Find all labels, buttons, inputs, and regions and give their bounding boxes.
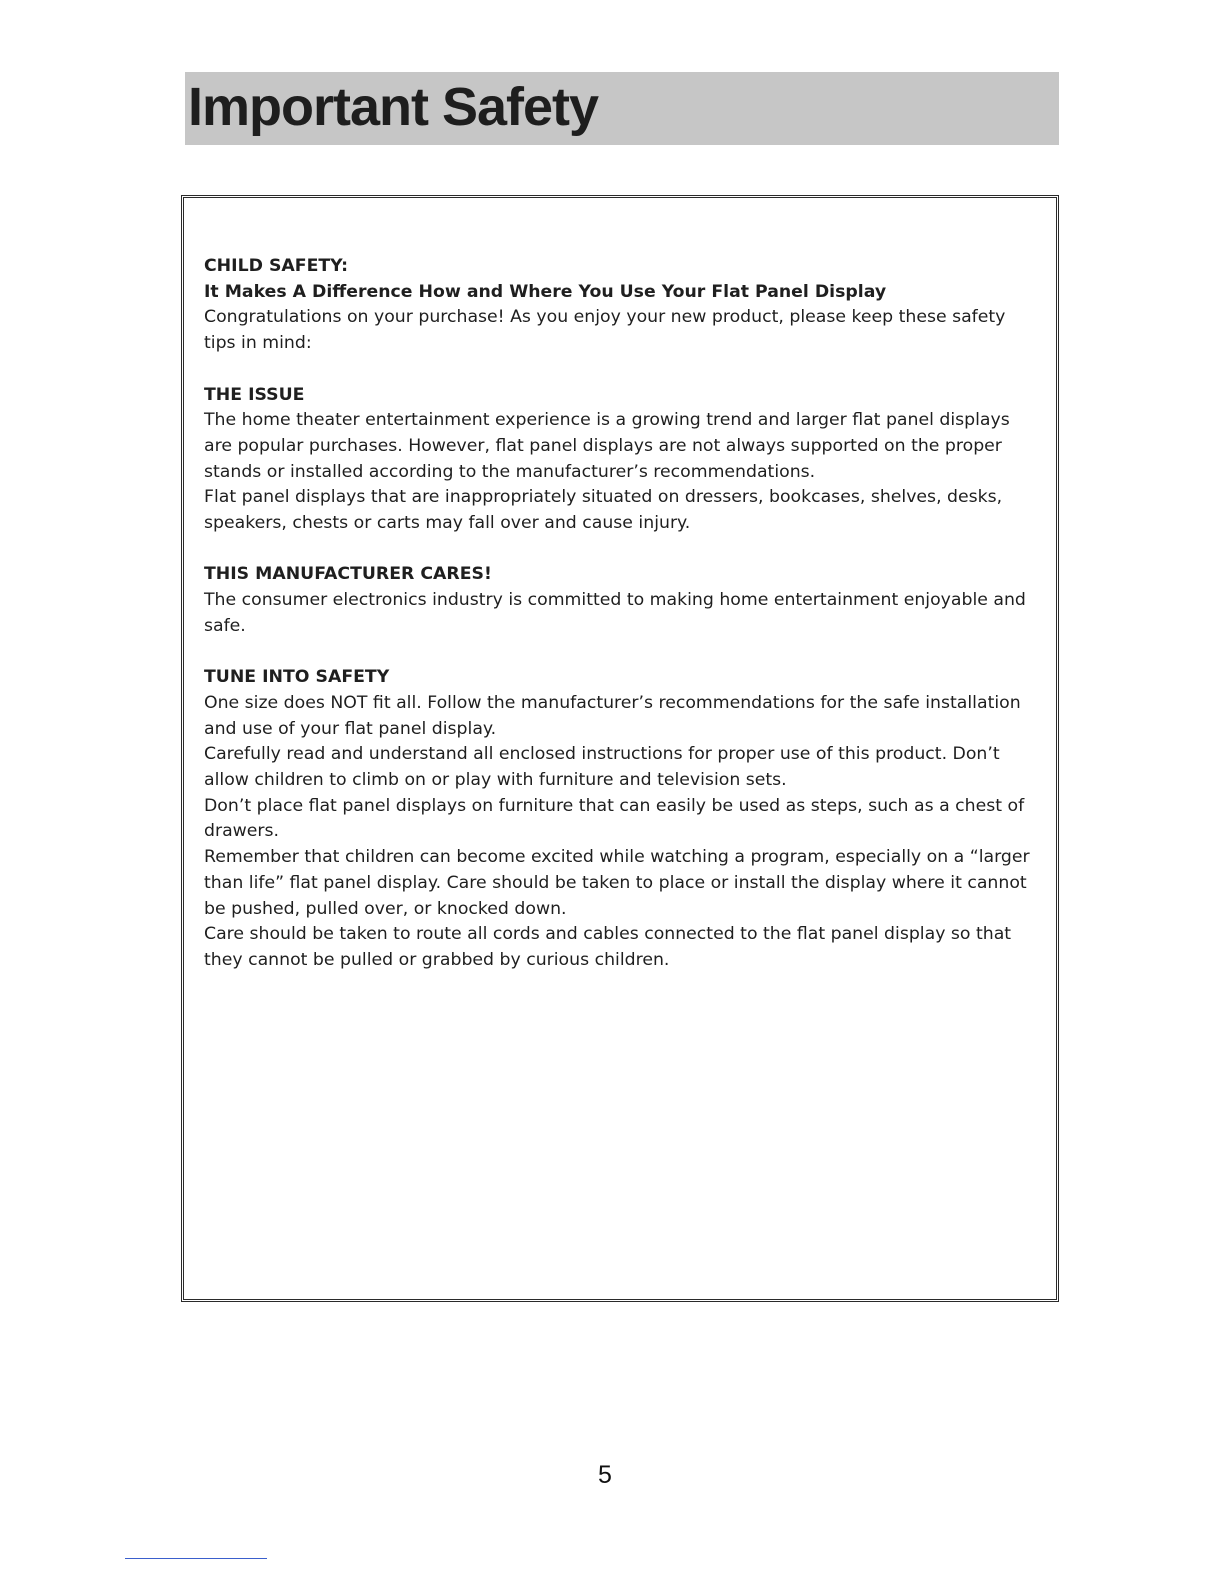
page-number: 5 bbox=[598, 1461, 612, 1489]
paragraph: The consumer electronics industry is committed to making home entertainment enjoyable and safe. bbox=[204, 590, 1026, 636]
safety-content-box bbox=[181, 195, 1059, 1302]
section-child-safety bbox=[204, 254, 1032, 357]
paragraph: One size does NOT fit all. Follow the manufacturer’s recommendations for the safe installation and use of your flat panel display. bbox=[204, 692, 1021, 739]
paragraph: The home theater entertainment experience is a growing trend and larger flat panel displays are popular purchases. However, flat panel displays are not always supported on the proper stands or installed according to the manufacturer’s recommendations. bbox=[204, 410, 1010, 482]
paragraph: Carefully read and understand all enclosed instructions for proper use of this product. Don’t allow children to climb on or play with furniture and television sets. bbox=[204, 744, 1000, 791]
section-the-issue bbox=[204, 383, 1032, 537]
paragraph: Flat panel displays that are inappropriately situated on dressers, bookcases, shelves, desks, speakers, chests or carts may fall over and cause injury. bbox=[204, 487, 1003, 534]
paragraph: Congratulations on your purchase! As you enjoy your new product, please keep these safety tips in mind: bbox=[204, 307, 1006, 354]
section-heading: THE ISSUE bbox=[204, 384, 305, 405]
section-heading: THIS MANUFACTURER CARES! bbox=[204, 564, 492, 585]
page-title: Important Safety bbox=[188, 77, 599, 137]
paragraph: Remember that children can become excited while watching a program, especially on a “larger than life” flat panel display. Care should be taken to place or install the display where it cannot be pushed, pulled over, or knocked down. bbox=[204, 847, 1030, 919]
section-manufacturer-cares bbox=[204, 562, 1032, 639]
section-heading: CHILD SAFETY: bbox=[204, 256, 349, 276]
section-tune-into-safety bbox=[204, 665, 1032, 973]
page-title-bar bbox=[185, 72, 1059, 145]
paragraph: Don’t place flat panel displays on furniture that can easily be used as steps, such as a chest of drawers. bbox=[204, 795, 1025, 842]
safety-content bbox=[204, 254, 1032, 999]
section-subheading: It Makes A Difference How and Where You Use Your Flat Panel Display bbox=[204, 281, 887, 302]
paragraph: Care should be taken to route all cords and cables connected to the flat panel display so that they cannot be pulled or grabbed by curious children. bbox=[204, 924, 1012, 970]
footnote-divider bbox=[125, 1558, 267, 1559]
section-heading: TUNE INTO SAFETY bbox=[204, 667, 390, 688]
